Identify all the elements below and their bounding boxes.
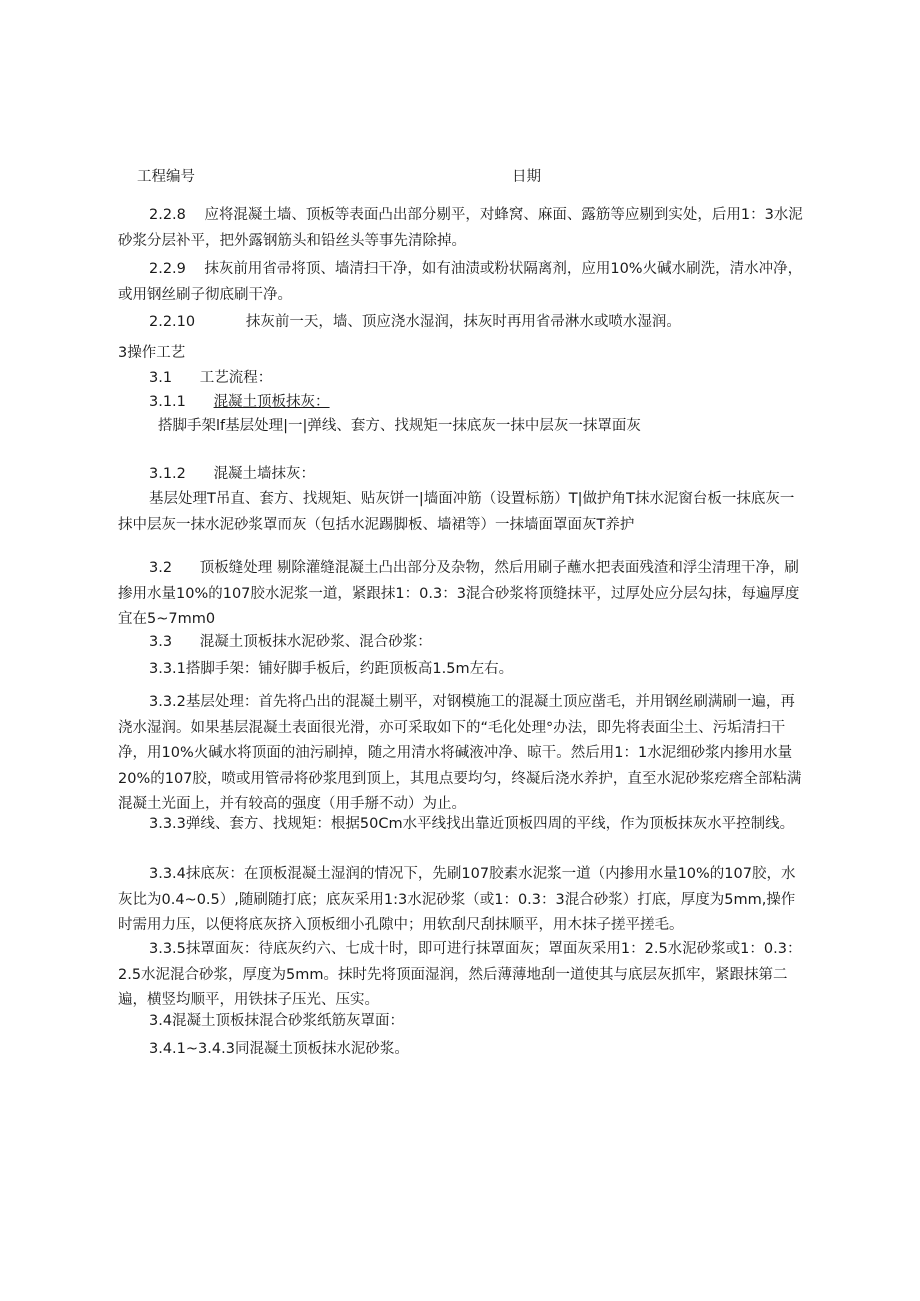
item-number: 3.3: [149, 634, 173, 650]
item-text: 混凝土顶板抹水泥砂浆、混合砂浆：: [199, 634, 432, 650]
item-number: 3.1.2: [149, 466, 186, 482]
paragraph-text: 3.3.5抹罩面灰：待底灰约六、七成十时，即可进行抹罩面灰；罩面灰采用1：2.5水泥砂浆或1：0.3：2.5水泥混合砂浆，厚度为5mm。抹时先将顶面湿润，然后薄薄地刮一道使其与底层灰抓牢，紧跟抹第二遍，横竖均顺平，用铁抹子压光、压实。: [118, 941, 802, 1008]
flow-3-1-2: [118, 487, 808, 538]
item-text: 抹灰前一天，墙、顶应浇水湿润，抹灰时再用省帚淋水或喷水湿润。: [245, 314, 681, 330]
item-2-2-10: [118, 310, 808, 336]
item-3-3: [118, 630, 808, 656]
item-3-3-5: [118, 937, 808, 1014]
item-2-2-9: [118, 257, 808, 308]
item-number: 2.2.8: [149, 207, 186, 223]
item-number: 2.2.9: [149, 261, 186, 277]
item-3-3-3: [118, 812, 808, 838]
paragraph-text: 3.3.3弹线、套方、找规矩：根据50Cm水平线找出靠近顶板四周的平线，作为顶板抹灰水平控制线。: [149, 816, 795, 832]
item-3-3-1: [118, 657, 808, 683]
item-3-3-4: [118, 862, 808, 939]
item-2-2-8: [118, 203, 808, 254]
item-number: 3.2: [149, 560, 173, 576]
item-text: 应将混凝土墙、顶板等表面凸出部分剔平，对蜂窝、麻面、露筋等应剔到实处，后用1：3水泥砂浆分层补平，把外露钢筋头和铅丝头等事先清除掉。: [118, 207, 803, 249]
flow-3-1-1: [118, 414, 808, 440]
item-3-1: [118, 366, 808, 392]
paragraph-text: 3.3.2基层处理：首先将凸出的混凝土剔平，对钢模施工的混凝土顶应凿毛，并用钢丝刷满刷一遍，再浇水湿润。如果基层混凝土表面很光滑，亦可采取如下的“毛化处理°办法，即先将表面尘土、污垢清扫干净，用10%火碱水将顶面的油污刷掉，随之用清水将碱液冲净、晾干。然后用1：1水泥细砂浆内掺用水量20%的107胶，喷或用管帚将砂浆甩到顶上，其甩点要均匀，终凝后浇水养护，直至水泥砂浆疙瘩全部粘满混凝土光面上，并有较高的强度（用手掰不动）为止。: [118, 694, 802, 812]
process-flow-text: 搭脚手架lf基层处理|一|弹线、套方、找规矩一抹底灰一抹中层灰一抹罩面灰: [158, 418, 641, 434]
paragraph-text: 3.4.1~3.4.3同混凝土顶板抹水泥砂浆。: [149, 1041, 409, 1057]
item-3-4: [118, 1009, 808, 1035]
item-text: 混凝土顶板抹灰：: [213, 394, 330, 410]
item-text: 顶板缝处理 剔除灌缝混凝土凸出部分及杂物，然后用刷子蘸水把表面残渣和浮尘清理干净，刷掺用水量10%的107胶水泥浆一道，紧跟抹1：0.3：3混合砂浆将顶缝抹平，过厚处应分层勾抹，每遍厚度宜在5~7mm0: [118, 560, 800, 627]
item-text: 混凝土墙抹灰：: [213, 466, 316, 482]
process-flow-text: 基层处理T吊直、套方、找规矩、贴灰饼一|墙面冲筋（设置标筋）T|做护角T抹水泥窗台板一抹底灰一抹中层灰一抹水泥砂浆罩而灰（包括水泥踢脚板、墙裙等）一抹墙面罩面灰T养护: [118, 491, 795, 533]
project-number-label: 工程编号: [137, 169, 195, 185]
paragraph-text: 3.3.4抹底灰：在顶板混凝土湿润的情况下，先刷107胶素水泥浆一道（内掺用水量10%的107胶，水灰比为0.4~0.5）,随刷随打底；底灰采用1:3水泥砂浆（或1：0.3：3混合砂浆）打底，厚度为5mm,操作时需用力压，以便将底灰挤入顶板细小孔隙中；用软刮尺刮抹顺平，用木抹子搓平搓毛。: [118, 866, 796, 933]
item-text: 抹灰前用省帚将顶、墙清扫干净，如有油渍或粉状隔离剂，应用10%火碱水刷洗，清水冲净，或用钢丝刷子彻底刷干净。: [118, 261, 803, 303]
item-3-1-2: [118, 462, 808, 488]
item-number: 3.1: [149, 370, 173, 386]
item-3-1-1: [118, 390, 808, 416]
item-number: 2.2.10: [149, 314, 196, 330]
section-3-title: [118, 341, 808, 367]
item-3-3-2: [118, 690, 808, 818]
item-number: 3.1.1: [149, 394, 186, 410]
item-3-4-1: [118, 1037, 808, 1063]
section-heading: 3操作工艺: [118, 345, 186, 361]
date-label: 日期: [512, 169, 541, 185]
item-text: 工艺流程：: [199, 370, 273, 386]
paragraph-text: 3.3.1搭脚手架：铺好脚手板后，约距顶板高1.5m左右。: [149, 661, 514, 677]
paragraph-text: 3.4混凝土顶板抹混合砂浆纸筋灰罩面：: [149, 1013, 405, 1029]
item-3-2: [118, 556, 808, 633]
